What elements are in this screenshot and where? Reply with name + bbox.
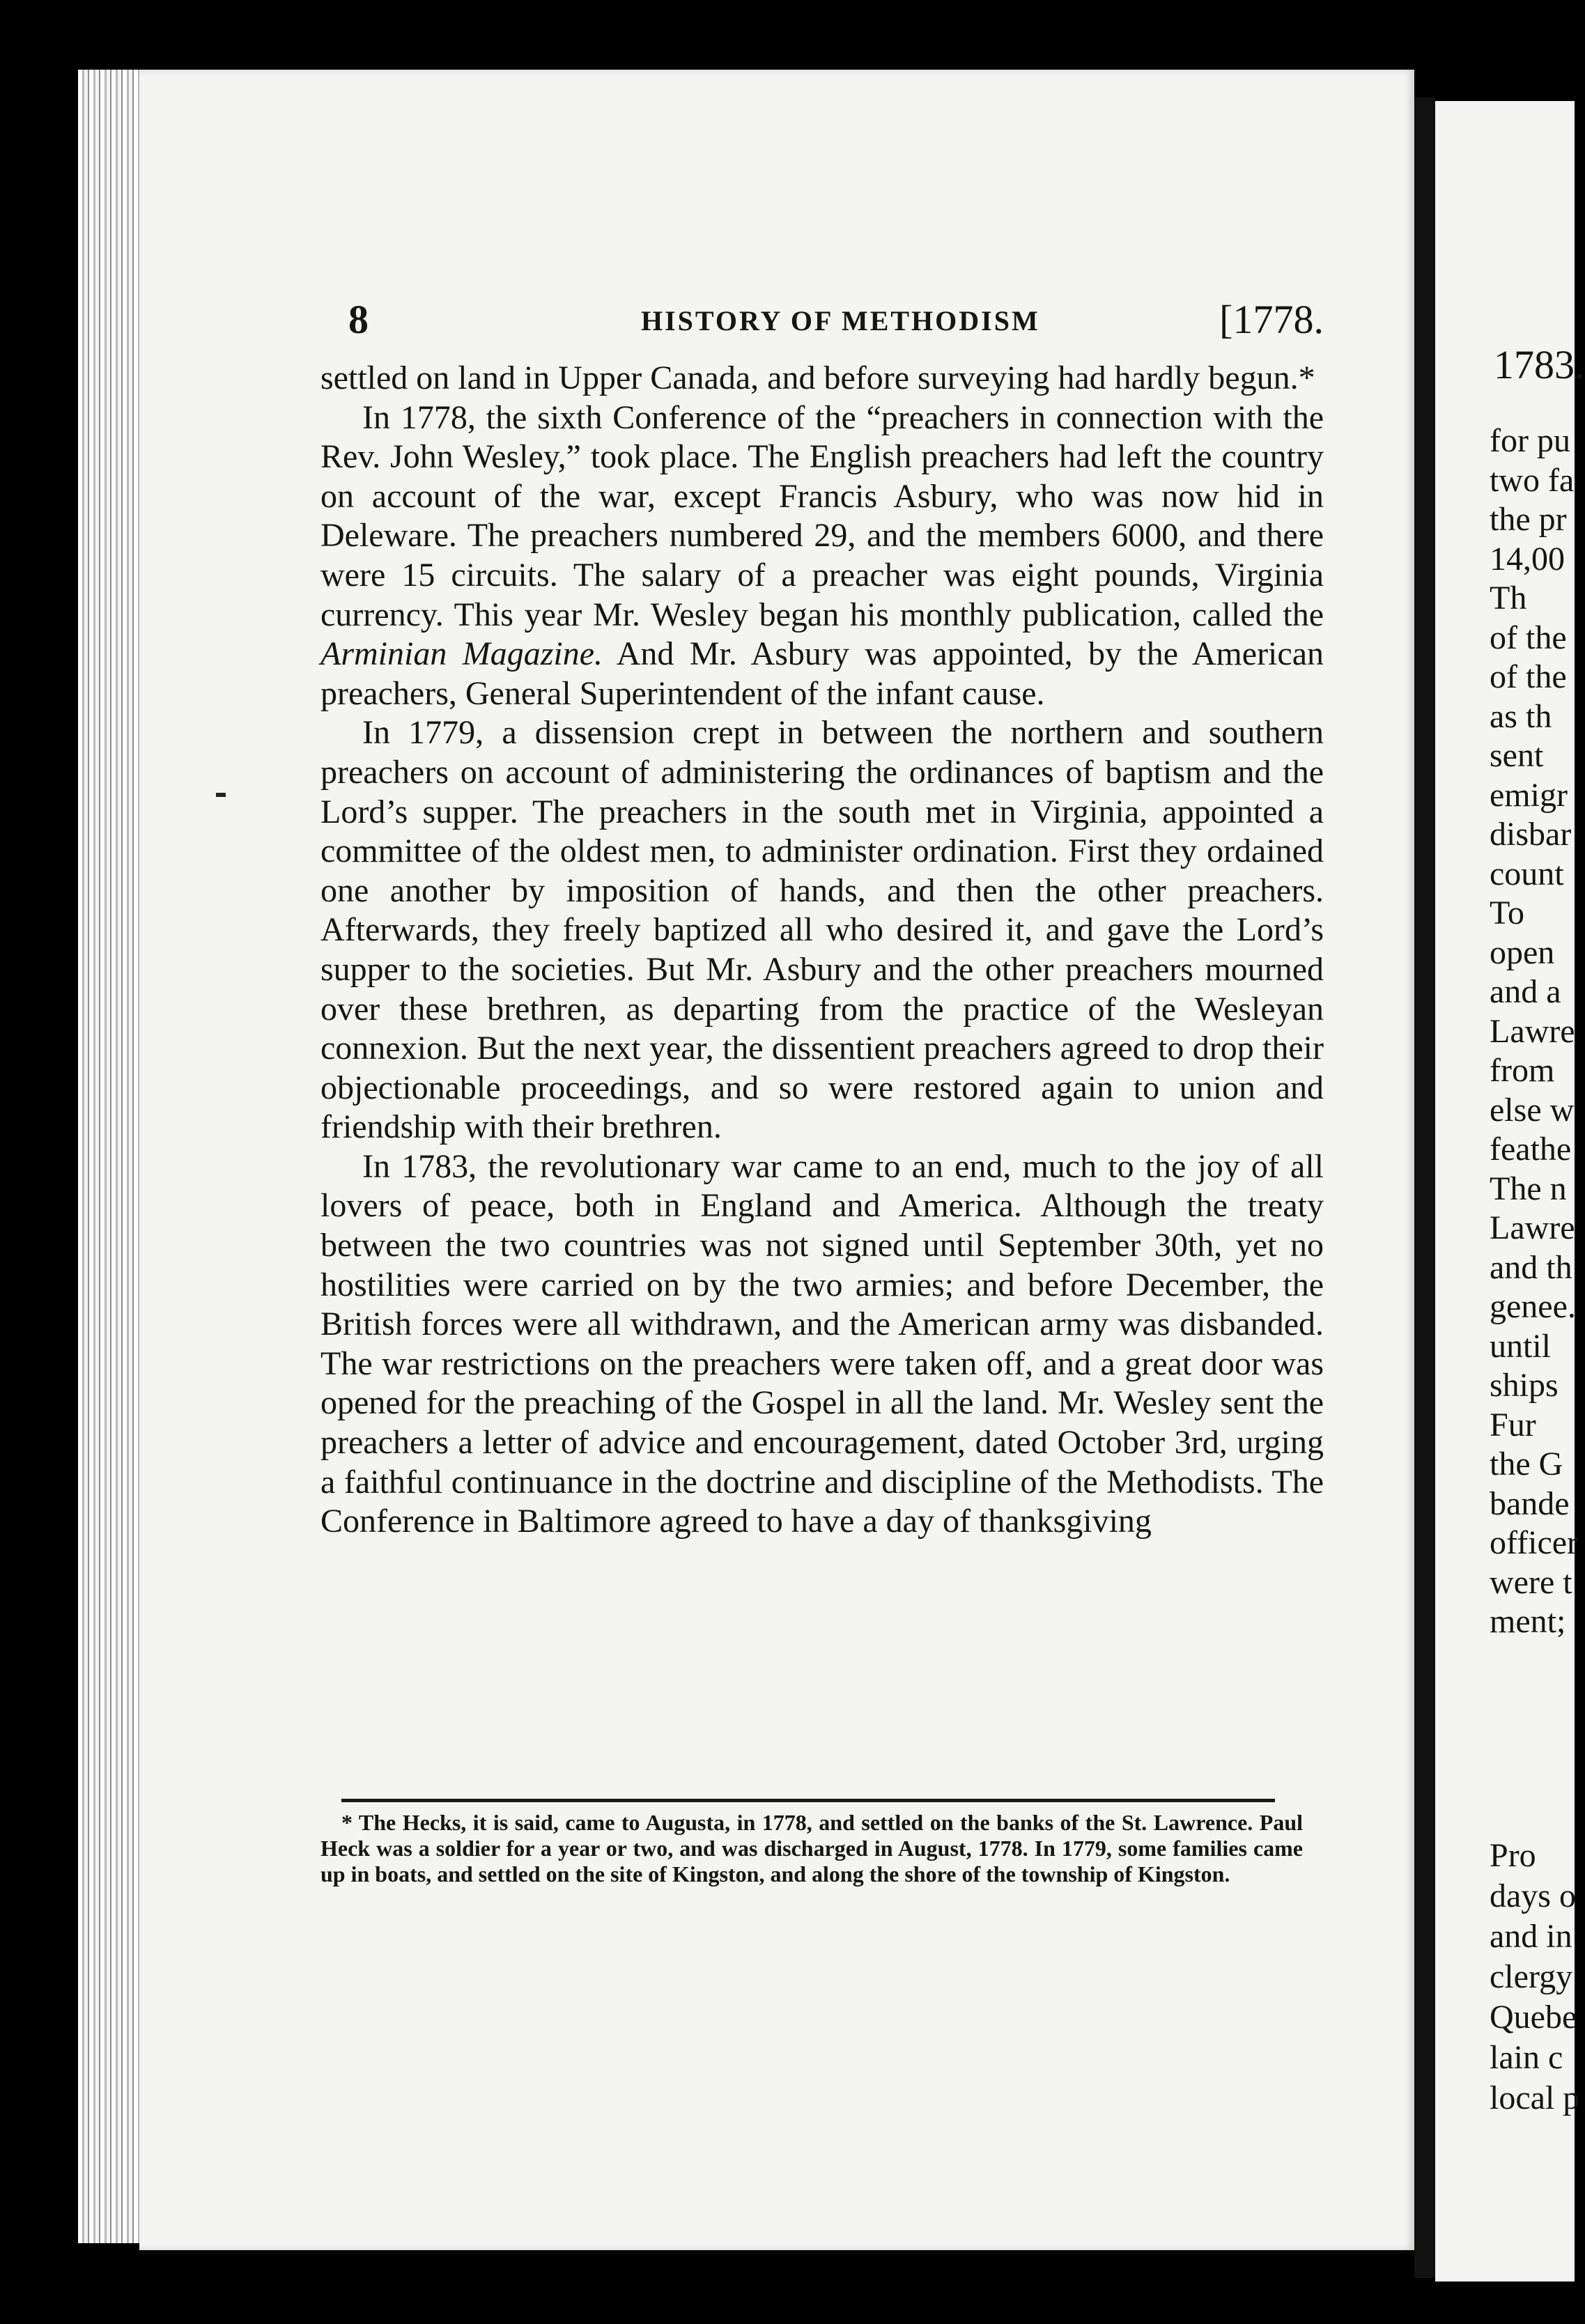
right-line: and in <box>1490 1918 1572 1955</box>
right-line: as th <box>1490 697 1552 735</box>
paragraph-3: In 1779, a dissension crept in between the northern and southern preachers on account of administering the ordinances of baptism and the Lord’s supper. The preachers in the south met in Virginia, appointed a committee of the oldest men, to administer ordination. First they ordained one another by imposition of hands, and then the other preachers. Afterwards, they freely baptized all who desired it, and gave the Lord’s supper to the societies. But Mr. Asbury and the other preachers mourned over these brethren, as departing from the practice of the Wesleyan connexion. But the next year, the dissentient preachers agreed to drop their objectionable proceedings, and so were restored again to union and friendship with their brethren. <box>320 714 1324 1146</box>
right-line: count <box>1490 855 1564 892</box>
right-line: and a <box>1490 973 1561 1010</box>
footnote-rule <box>341 1799 1275 1802</box>
footnote-text: * The Hecks, it is said, came to Augusta, in 1778, and settled on the banks of the St. Lawrence. Paul Heck was a soldier for a year or two, and was discharged in August, 1778. In 1779, some families came up in boats, and settled on the site of Kingston, and along the shore of the township of Kingston. <box>320 1810 1303 1887</box>
right-line: officer <box>1490 1524 1579 1561</box>
paragraph-2-text: In 1778, the sixth Conference of the “preachers in connection with the Rev. John Wesley,” took place. The English preachers had left the country on account of the war, except Francis Asbury, who was now hid in Deleware. The preachers numbered 29, and the members 6000, and there were 15 circuits. The salary of a preacher was eight pounds, Virginia currency. This year Mr. Wesley began his monthly publication, called the <box>320 398 1324 633</box>
right-line: feathe <box>1490 1131 1572 1168</box>
body-text <box>320 359 1324 1542</box>
right-line: To <box>1490 894 1524 931</box>
right-line: The n <box>1490 1170 1567 1207</box>
paragraph-2-tail: And Mr. Asbury was appointed, by the American preachers, General Superintendent of the infant cause. <box>320 635 1324 712</box>
right-line: clergy <box>1490 1958 1573 1995</box>
right-line: ships <box>1490 1367 1559 1404</box>
right-line: Lawre <box>1490 1012 1575 1050</box>
right-page <box>1435 101 1585 2282</box>
right-line: ment; <box>1490 1603 1566 1640</box>
right-line: Th <box>1490 580 1527 617</box>
page-header <box>348 296 1324 352</box>
right-line: until <box>1490 1327 1552 1365</box>
right-line: of the <box>1490 619 1567 656</box>
running-title: HISTORY OF METHODISM <box>641 305 1040 336</box>
right-line: of the <box>1490 658 1567 695</box>
right-page-lines-bottom <box>1490 1836 1579 2118</box>
right-line: Quebe <box>1490 1999 1577 2036</box>
right-line: disbar <box>1490 816 1572 853</box>
right-line: bande <box>1490 1485 1570 1522</box>
paragraph-1: settled on land in Upper Canada, and before surveying had hardly begun.* <box>320 359 1315 396</box>
right-line: Pro <box>1490 1837 1536 1874</box>
right-line: emigr <box>1490 776 1568 814</box>
right-line: else w <box>1490 1091 1575 1129</box>
right-line: and th <box>1490 1248 1572 1286</box>
paragraph-4: In 1783, the revolutionary war came to an end, much to the joy of all lovers of peace, both in England and America. Although the treaty between the two countries was not signed until September 30th, yet no hostilities were carried on by the two armies; and before December, the British forces were all withdrawn, and the American army was disbanded. The war restrictions on the preachers were taken off, and a great door was opened for the preaching of the Gospel in all the land. Mr. Wesley sent the preachers a letter of advice and encouragement, dated October 3rd, urging a faithful continuance in the doctrine and discipline of the Methodists. The Conference in Baltimore agreed to have a day of thanksgiving <box>320 1147 1324 1540</box>
right-line: for pu <box>1490 422 1570 459</box>
magazine-title: Arminian Magazine. <box>320 635 603 673</box>
right-year-marker: 1783. <box>1494 342 1585 387</box>
right-line: genee. <box>1490 1288 1576 1325</box>
right-line: Fur <box>1490 1406 1536 1443</box>
right-line: the G <box>1490 1446 1563 1482</box>
right-line: local p <box>1490 2079 1580 2116</box>
right-line: open <box>1490 934 1555 971</box>
right-line: sent <box>1490 737 1544 774</box>
right-line: days o <box>1490 1877 1576 1914</box>
margin-mark <box>216 793 226 797</box>
right-line: Lawre <box>1490 1209 1575 1246</box>
right-page-lines-top <box>1490 421 1578 1642</box>
year-marker: [1778. <box>1219 297 1324 342</box>
right-line: from <box>1490 1052 1555 1089</box>
paragraph-2 <box>320 398 1324 714</box>
right-line: were t <box>1490 1563 1572 1601</box>
page-number: 8 <box>348 297 369 342</box>
right-line: the pr <box>1490 501 1567 538</box>
right-line: lain c <box>1490 2039 1563 2076</box>
footnote <box>320 1810 1303 1887</box>
right-line: two fa <box>1490 461 1575 499</box>
right-line: 14,00 <box>1490 540 1565 578</box>
book-gutter <box>1414 98 1435 2278</box>
